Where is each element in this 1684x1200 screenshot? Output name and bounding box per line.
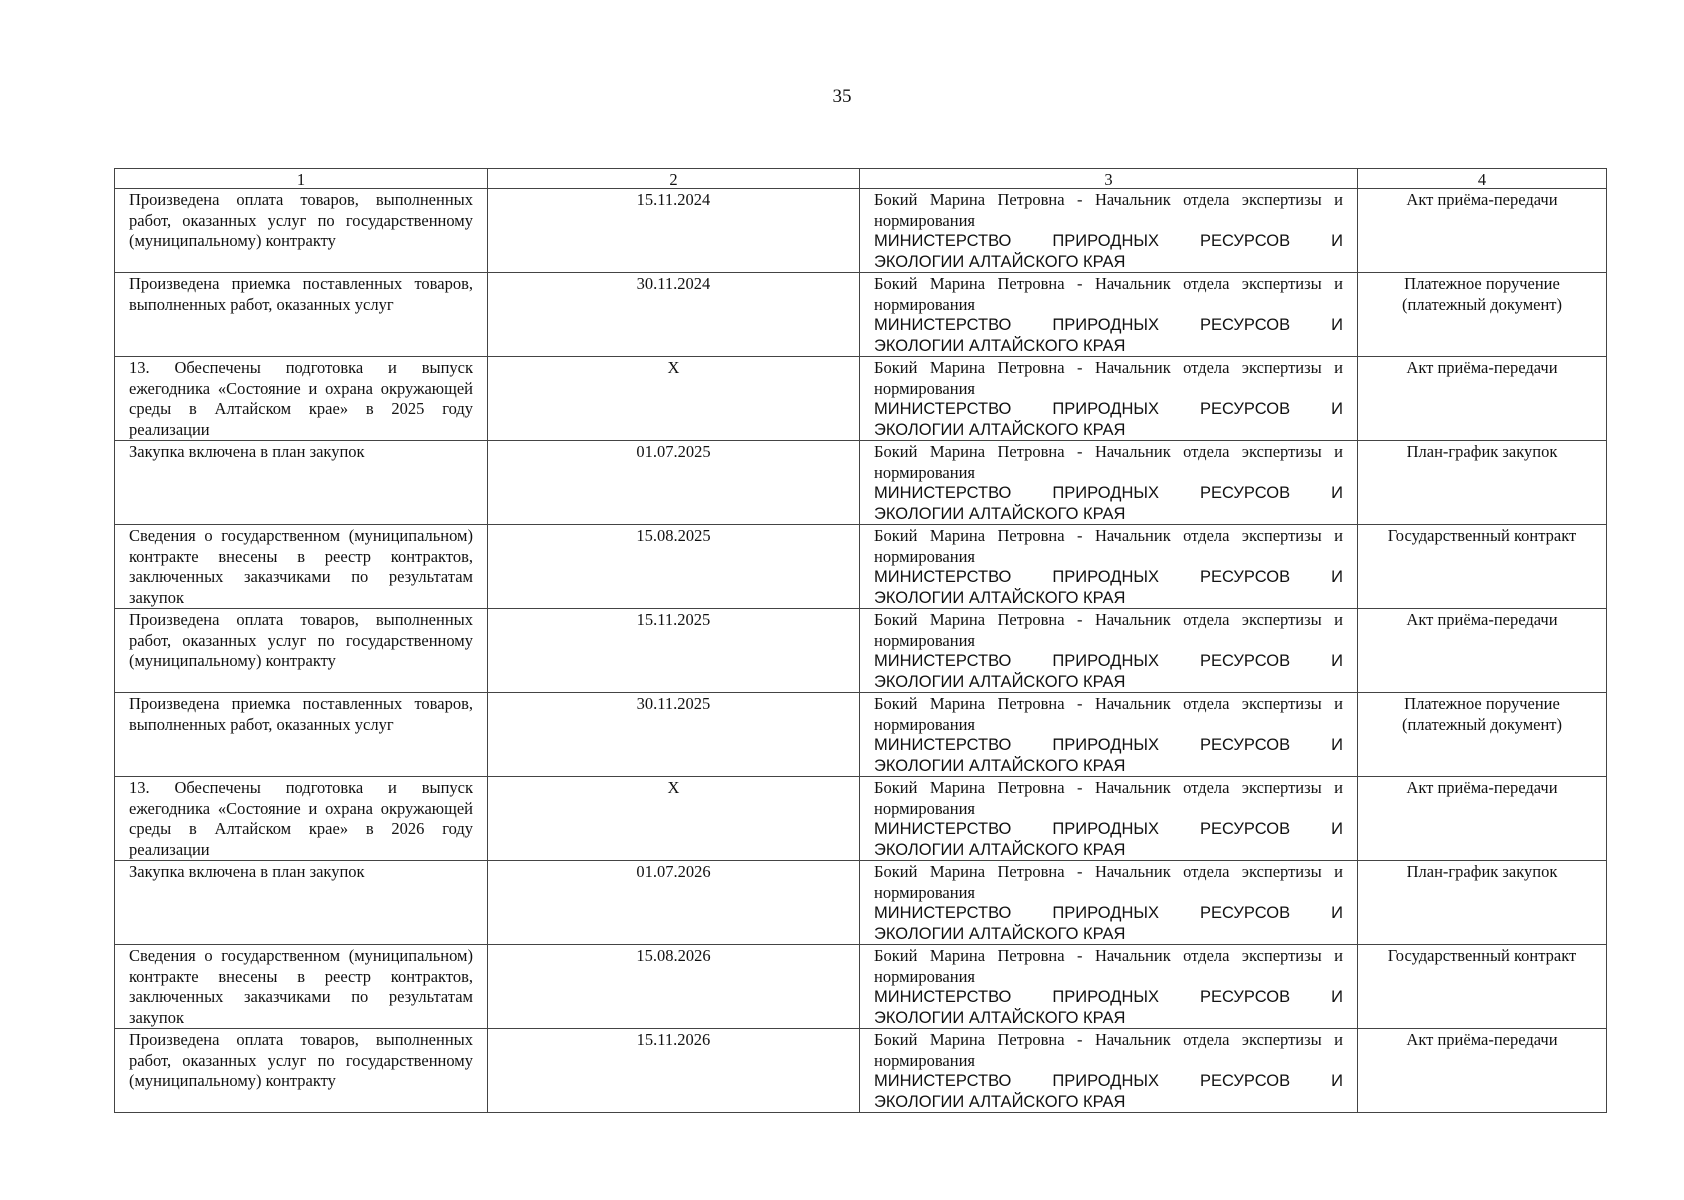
responsible-org-line1: МИНИСТЕРСТВО ПРИРОДНЫХ РЕСУРСОВ И [874, 568, 1343, 586]
responsible-person: Бокий Марина Петровна - Начальник отдела экспертизы и нормирования [874, 694, 1343, 734]
responsible-cell [860, 861, 1358, 945]
responsible-org-line2: ЭКОЛОГИИ АЛТАЙСКОГО КРАЯ [874, 588, 1126, 607]
event-cell: Сведения о государственном (муниципальном) контракте внесены в реестр контрактов, заключенных заказчиками по результатам закупок [115, 525, 488, 609]
event-cell: Сведения о государственном (муниципальном) контракте внесены в реестр контрактов, заключенных заказчиками по результатам закупок [115, 945, 488, 1029]
responsible-person: Бокий Марина Петровна - Начальник отдела экспертизы и нормирования [874, 358, 1343, 398]
event-cell: Закупка включена в план закупок [115, 441, 488, 525]
date-cell: 15.08.2025 [488, 525, 860, 609]
table-row [115, 945, 1607, 1029]
column-header-4: 4 [1358, 169, 1607, 189]
column-header-1: 1 [115, 169, 488, 189]
table-row [115, 441, 1607, 525]
page-number: 35 [832, 86, 852, 107]
responsible-org-line1: МИНИСТЕРСТВО ПРИРОДНЫХ РЕСУРСОВ И [874, 904, 1343, 922]
event-cell: Произведена приемка поставленных товаров, выполненных работ, оказанных услуг [115, 693, 488, 777]
column-header-2: 2 [488, 169, 860, 189]
responsible-person: Бокий Марина Петровна - Начальник отдела экспертизы и нормирования [874, 526, 1343, 566]
responsible-person: Бокий Марина Петровна - Начальник отдела экспертизы и нормирования [874, 610, 1343, 650]
table-row [115, 525, 1607, 609]
responsible-person: Бокий Марина Петровна - Начальник отдела экспертизы и нормирования [874, 190, 1343, 230]
event-cell: Произведена оплата товаров, выполненных работ, оказанных услуг по государственному (муниципальному) контракту [115, 609, 488, 693]
responsible-cell [860, 525, 1358, 609]
responsible-org-line2: ЭКОЛОГИИ АЛТАЙСКОГО КРАЯ [874, 840, 1126, 859]
responsible-org-line1: МИНИСТЕРСТВО ПРИРОДНЫХ РЕСУРСОВ И [874, 316, 1343, 334]
event-cell: Произведена оплата товаров, выполненных работ, оказанных услуг по государственному (муниципальному) контракту [115, 1029, 488, 1113]
event-cell: Закупка включена в план закупок [115, 861, 488, 945]
responsible-cell [860, 609, 1358, 693]
document-cell: План-график закупок [1358, 861, 1607, 945]
document-cell: Акт приёма-передачи [1358, 609, 1607, 693]
responsible-org-line1: МИНИСТЕРСТВО ПРИРОДНЫХ РЕСУРСОВ И [874, 652, 1343, 670]
responsible-org-line2: ЭКОЛОГИИ АЛТАЙСКОГО КРАЯ [874, 336, 1126, 355]
table-row [115, 273, 1607, 357]
date-cell: 15.11.2024 [488, 189, 860, 273]
responsible-org-line1: МИНИСТЕРСТВО ПРИРОДНЫХ РЕСУРСОВ И [874, 484, 1343, 502]
table-row [115, 609, 1607, 693]
responsible-person: Бокий Марина Петровна - Начальник отдела экспертизы и нормирования [874, 946, 1343, 986]
event-cell: Произведена приемка поставленных товаров, выполненных работ, оказанных услуг [115, 273, 488, 357]
responsible-org-line2: ЭКОЛОГИИ АЛТАЙСКОГО КРАЯ [874, 756, 1126, 775]
plan-table [114, 168, 1607, 1113]
table-row [115, 1029, 1607, 1113]
responsible-org-line2: ЭКОЛОГИИ АЛТАЙСКОГО КРАЯ [874, 924, 1126, 943]
document-cell: Акт приёма-передачи [1358, 189, 1607, 273]
document-cell: Акт приёма-передачи [1358, 357, 1607, 441]
date-cell: 01.07.2026 [488, 861, 860, 945]
table-row [115, 357, 1607, 441]
responsible-cell [860, 777, 1358, 861]
table-row [115, 861, 1607, 945]
table-header [115, 169, 1607, 189]
document-cell: Платежное поручение (платежный документ) [1358, 273, 1607, 357]
date-cell: 15.11.2025 [488, 609, 860, 693]
document-cell: Государственный контракт [1358, 525, 1607, 609]
responsible-cell [860, 441, 1358, 525]
responsible-cell [860, 1029, 1358, 1113]
date-cell: 15.08.2026 [488, 945, 860, 1029]
responsible-org-line2: ЭКОЛОГИИ АЛТАЙСКОГО КРАЯ [874, 1092, 1126, 1111]
responsible-person: Бокий Марина Петровна - Начальник отдела экспертизы и нормирования [874, 442, 1343, 482]
responsible-org-line1: МИНИСТЕРСТВО ПРИРОДНЫХ РЕСУРСОВ И [874, 1072, 1343, 1090]
responsible-person: Бокий Марина Петровна - Начальник отдела экспертизы и нормирования [874, 1030, 1343, 1070]
date-cell: X [488, 357, 860, 441]
document-cell: Акт приёма-передачи [1358, 777, 1607, 861]
responsible-org-line2: ЭКОЛОГИИ АЛТАЙСКОГО КРАЯ [874, 672, 1126, 691]
table-body [115, 189, 1607, 1113]
responsible-cell [860, 693, 1358, 777]
responsible-cell [860, 945, 1358, 1029]
table-row [115, 693, 1607, 777]
responsible-cell [860, 273, 1358, 357]
date-cell: X [488, 777, 860, 861]
table-row [115, 189, 1607, 273]
date-cell: 30.11.2025 [488, 693, 860, 777]
responsible-org-line1: МИНИСТЕРСТВО ПРИРОДНЫХ РЕСУРСОВ И [874, 232, 1343, 250]
responsible-org-line2: ЭКОЛОГИИ АЛТАЙСКОГО КРАЯ [874, 420, 1126, 439]
document-cell: Акт приёма-передачи [1358, 1029, 1607, 1113]
document-cell: Платежное поручение (платежный документ) [1358, 693, 1607, 777]
event-cell: Произведена оплата товаров, выполненных работ, оказанных услуг по государственному (муниципальному) контракту [115, 189, 488, 273]
date-cell: 15.11.2026 [488, 1029, 860, 1113]
responsible-org-line1: МИНИСТЕРСТВО ПРИРОДНЫХ РЕСУРСОВ И [874, 988, 1343, 1006]
responsible-org-line1: МИНИСТЕРСТВО ПРИРОДНЫХ РЕСУРСОВ И [874, 400, 1343, 418]
responsible-cell [860, 357, 1358, 441]
responsible-org-line2: ЭКОЛОГИИ АЛТАЙСКОГО КРАЯ [874, 1008, 1126, 1027]
date-cell: 30.11.2024 [488, 273, 860, 357]
event-cell: 13. Обеспечены подготовка и выпуск ежегодника «Состояние и охрана окружающей среды в Алтайском крае» в 2026 году реализации [115, 777, 488, 861]
document-cell: План-график закупок [1358, 441, 1607, 525]
responsible-org-line2: ЭКОЛОГИИ АЛТАЙСКОГО КРАЯ [874, 504, 1126, 523]
column-header-3: 3 [860, 169, 1358, 189]
date-cell: 01.07.2025 [488, 441, 860, 525]
table-row [115, 777, 1607, 861]
responsible-person: Бокий Марина Петровна - Начальник отдела экспертизы и нормирования [874, 274, 1343, 314]
event-cell: 13. Обеспечены подготовка и выпуск ежегодника «Состояние и охрана окружающей среды в Алтайском крае» в 2025 году реализации [115, 357, 488, 441]
responsible-org-line2: ЭКОЛОГИИ АЛТАЙСКОГО КРАЯ [874, 252, 1126, 271]
responsible-cell [860, 189, 1358, 273]
responsible-org-line1: МИНИСТЕРСТВО ПРИРОДНЫХ РЕСУРСОВ И [874, 820, 1343, 838]
document-cell: Государственный контракт [1358, 945, 1607, 1029]
responsible-org-line1: МИНИСТЕРСТВО ПРИРОДНЫХ РЕСУРСОВ И [874, 736, 1343, 754]
responsible-person: Бокий Марина Петровна - Начальник отдела экспертизы и нормирования [874, 778, 1343, 818]
responsible-person: Бокий Марина Петровна - Начальник отдела экспертизы и нормирования [874, 862, 1343, 902]
